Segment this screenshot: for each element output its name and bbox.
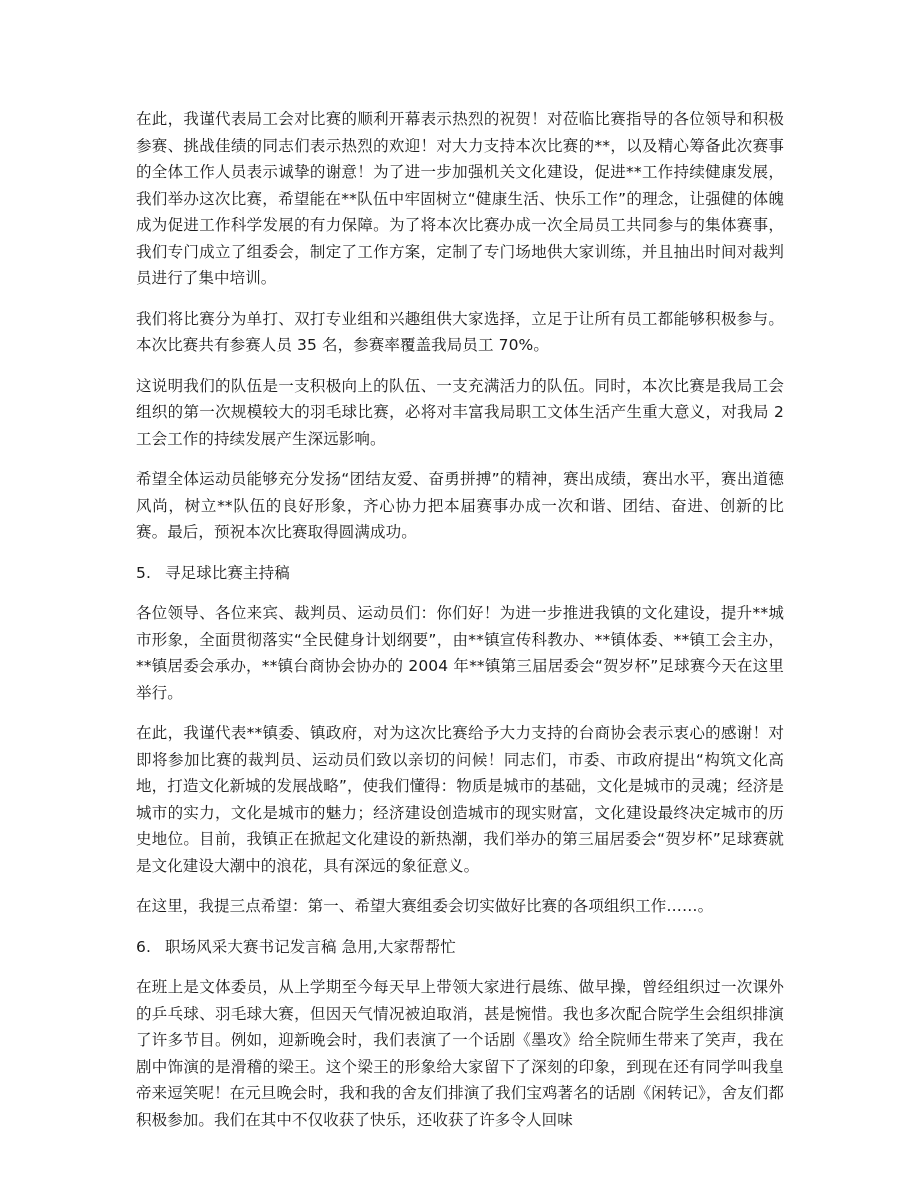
paragraph-competition-format: 我们将比赛分为单打、双打专业组和兴趣组供大家选择，立足于让所有员工都能够积极参与。本次比赛共有参赛人员 35 名，参赛率覆盖我局员工 70%。 <box>136 309 784 354</box>
paragraph-closing-wishes: 希望全体运动员能够充分发扬“团结友爱、奋勇拼搏”的精神，赛出成绩，赛出水平，赛出道德风尚，树立**队伍的良好形象，齐心协力把本届赛事办成一次和谐、团结、奋进、创新的比赛。最后，预祝本次比赛取得圆满成功。 <box>136 470 784 541</box>
paragraph-opening-remarks: 在此，我谨代表局工会对比赛的顺利开幕表示热烈的祝贺！对莅临比赛指导的各位领导和积极参赛、挑战佳绩的同志们表示热烈的欢迎！对大力支持本次比赛的**，以及精心筹备此次赛事的全体工作人员表示诚挚的谢意！为了进一步加强机关文化建设，促进**工作持续健康发展，我们举办这次比赛，希望能在**队伍中牢固树立“健康生活、快乐工作”的理念，让强健的体魄成为促进工作科学发展的有力保障。为了将本次比赛办成一次全局员工共同参与的集体赛事，我们专门成立了组委会，制定了工作方案，定制了专门场地供大家训练，并且抽出时间对裁判员进行了集中培训。 <box>136 110 784 287</box>
section-heading-6 <box>136 934 784 961</box>
paragraph-football-thanks: 在此，我谨代表**镇委、镇政府，对为这次比赛给予大力支持的台商协会表示衷心的感谢！对即将参加比赛的裁判员、运动员们致以亲切的问候！同志们，市委、市政府提出“构筑文化高地，打造文化新城的发展战略”，使我们懂得：物质是城市的基础，文化是城市的灵魂；经济是城市的实力，文化是城市的魅力；经济建设创造城市的现实财富，文化建设最终决定城市的历史地位。目前，我镇正在掀起文化建设的新热潮，我们举办的第三届居委会“贺岁杯”足球赛就是文化建设大潮中的浪花，具有深远的象征意义。 <box>136 724 784 875</box>
section-title: 职场风采大赛书记发言稿 急用,大家帮帮忙 <box>165 937 456 956</box>
section-title: 寻足球比赛主持稿 <box>165 563 290 582</box>
section-number: 5. <box>136 563 151 582</box>
paragraph-football-intro: 各位领导、各位来宾、裁判员、运动员们：你们好！为进一步推进我镇的文化建设，提升**城市形象，全面贯彻落实“全民健身计划纲要”，由**镇宣传科教办、**镇体委、**镇工会主办，**镇居委会承办，**镇台商协会协办的 2004 年**镇第三届居委会“贺岁杯”足球赛今天在这里举行。 <box>136 604 784 702</box>
paragraph-activities: 在班上是文体委员，从上学期至今每天早上带领大家进行晨练、做早操，曾经组织过一次课外的乒乓球、羽毛球大赛，但因天气情况被迫取消，甚是惋惜。我也多次配合院学生会组织排演了许多节目。例如，迎新晚会时，我们表演了一个话剧《墨攻》给全院师生带来了笑声，我在剧中饰演的是滑稽的梁王。这个梁王的形象给大家留下了深刻的印象，到现在还有同学叫我皇帝来逗笑呢！在元旦晚会时，我和我的舍友们排演了我们宝鸡著名的话剧《闲转记》，舍友们都积极参加。我们在其中不仅收获了快乐，还收获了许多令人回味 <box>136 978 784 1129</box>
paragraph-three-hopes: 在这里，我提三点希望：第一、希望大赛组委会切实做好比赛的各项组织工作……。 <box>136 897 714 915</box>
paragraph-team-spirit: 这说明我们的队伍是一支积极向上的队伍、一支充满活力的队伍。同时，本次比赛是我局工会组织的第一次规模较大的羽毛球比赛，必将对丰富我局职工文体生活产生重大意义，对我局 2 工会工作的持续发展产生深远影响。 <box>136 376 784 448</box>
section-number: 6. <box>136 937 151 956</box>
section-heading-5 <box>136 560 784 587</box>
document-body <box>136 106 784 1147</box>
